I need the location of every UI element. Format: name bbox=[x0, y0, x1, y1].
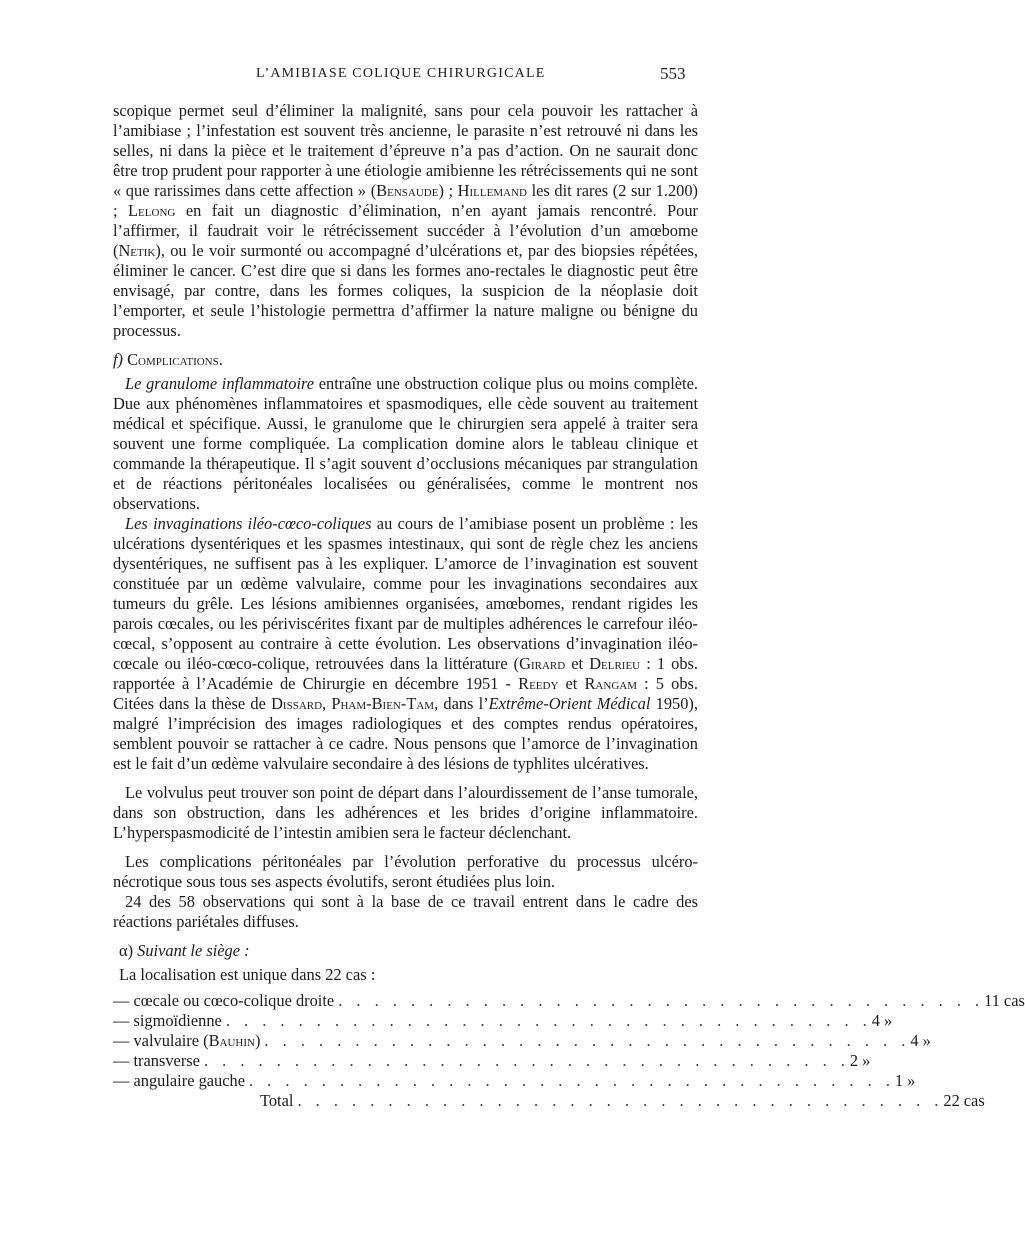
table-total-row bbox=[260, 1091, 985, 1111]
row-unit: » bbox=[907, 1071, 916, 1090]
row-value: 4 bbox=[910, 1031, 919, 1050]
table-row bbox=[113, 1031, 931, 1051]
dot-leader: . . . . . . . . . . . . . . . . . . . . . . . . . . . . . . . . . . . . bbox=[264, 1031, 911, 1050]
body-text bbox=[113, 101, 1025, 1111]
list-intro: La localisation est unique dans 22 cas : bbox=[119, 965, 376, 984]
table-row bbox=[113, 1071, 916, 1091]
dot-leader: . . . . . . . . . . . . . . . . . . . . . . . . . . . . . . . . . . . . bbox=[338, 991, 985, 1010]
section-letter: f) bbox=[113, 350, 124, 369]
paragraph-volvulus: Le volvulus peut trouver son point de départ dans l’alourdissement de l’anse tumorale, dans son obstruction, dans les adhérences et les brides d’origine inflammatoire. L’hyperspasmodicité de l’intestin amibien sera le facteur déclenchant. bbox=[113, 783, 698, 842]
author-name: Pham-Bien-Tam bbox=[331, 694, 435, 713]
table-row bbox=[113, 1011, 893, 1031]
author-name: Rangam bbox=[584, 674, 637, 693]
page-header bbox=[0, 66, 800, 88]
author-name: Girard bbox=[519, 654, 566, 673]
row-label: — angulaire gauche bbox=[113, 1071, 245, 1090]
row-unit: » bbox=[862, 1051, 871, 1070]
subsection-letter: α) bbox=[119, 941, 134, 960]
localisation-table bbox=[113, 991, 1025, 1111]
section-title: Complications. bbox=[127, 350, 223, 369]
row-value: 1 bbox=[894, 1071, 904, 1090]
paragraph-strictures: scopique permet seul d’éliminer la malignité, sans pour cela pouvoir les rattacher à l’amibiase ; l’infestation est souvent très ancienne, le parasite n’est retrouvé ni dans les selles, ni dans la pièce et le traitement d’épreuve n’a pas d’action. On ne saurait donc être trop prudent pour rapporter à une étiologie amibienne les rétrécissements qui ne sont « que rarissimes dans cette affection » (Bensaude) ; Hillemand les dit rares (2 sur 1.200) ; Lelong en fait un diagnostic d’élimination, n’en ayant jamais rencontré. Pour l’affirmer, il faudrait voir le rétrécissement succéder à l’évolution d’un amœbome (Netik), ou le voir surmonté ou accompagné d’ulcérations et, par des biopsies répétées, éliminer le cancer. C’est dire que si dans les formes ano-rectales le diagnostic peut être envisagé, par contre, dans les formes coliques, la suspicion de la néoplasie doit l’emporter, et seule l’histologie permettra d’affirmer la nature maligne ou bénigne du processus. bbox=[113, 101, 698, 340]
dot-leader: . . . . . . . . . . . . . . . . . . . . . . . . . . . . . . . . . . . . bbox=[297, 1091, 944, 1110]
dot-leader: . . . . . . . . . . . . . . . . . . . . . . . . . . . . . . . . . . . . bbox=[203, 1051, 850, 1070]
row-value: 4 bbox=[871, 1011, 880, 1030]
row-unit: » bbox=[922, 1031, 931, 1050]
row-label: — transverse bbox=[113, 1051, 200, 1070]
paragraph-peritoneal: Les complications péritonéales par l’évolution perforative du processus ulcéro-nécrotique sous tous ses aspects évolutifs, seront étudiées plus loin. bbox=[113, 852, 698, 891]
row-label: — sigmoïdienne bbox=[113, 1011, 222, 1030]
total-unit: cas bbox=[963, 1091, 985, 1110]
author-name: Bensaude bbox=[376, 181, 439, 200]
table-row bbox=[113, 991, 1025, 1011]
author-name: Bauhin bbox=[208, 1031, 255, 1050]
author-name: Lelong bbox=[128, 201, 176, 220]
running-title: L’AMIBIASE COLIQUE CHIRURGICALE bbox=[256, 66, 546, 81]
row-label: — valvulaire (Bauhin) bbox=[113, 1031, 261, 1050]
subsection-title: Suivant le siège : bbox=[137, 941, 250, 960]
paragraph-observations: 24 des 58 observations qui sont à la base de ce travail entrent dans le cadre des réactions pariétales diffuses. bbox=[113, 892, 698, 931]
total-value: 22 bbox=[943, 1091, 960, 1110]
table-row bbox=[113, 1051, 871, 1071]
page-number: 553 bbox=[660, 64, 686, 83]
row-label: — cœcale ou cœco-colique droite bbox=[113, 991, 335, 1010]
journal-title: Extrême-Orient Médical bbox=[488, 694, 651, 713]
dot-leader: . . . . . . . . . . . . . . . . . . . . . . . . . . . . . . . . . . . . bbox=[248, 1071, 895, 1090]
row-value: 11 bbox=[984, 991, 1000, 1010]
subsection-heading bbox=[113, 941, 698, 961]
row-unit: cas bbox=[1003, 991, 1025, 1010]
author-name: Hillemand bbox=[457, 181, 527, 200]
total-label: Total bbox=[260, 1091, 294, 1110]
author-name: Reedy bbox=[518, 674, 559, 693]
author-name: Netik bbox=[118, 241, 156, 260]
paragraph-granulome: Le granulome inflammatoire entraîne une obstruction colique plus ou moins complète. Due aux phénomènes inflammatoires et spasmodiques, elle cède souvent au traitement médical et spécifique. Aussi, le granulome que le chirurgien sera appelé à traiter sera souvent une forme compliquée. La complication domine alors le tableau clinique et commande la thérapeutique. Il s’agit souvent d’occlusions mécaniques par strangulation et de réactions péritonéales localisées ou généralisées, comme le montrent nos observations. bbox=[113, 374, 698, 513]
section-heading bbox=[113, 350, 698, 370]
dot-leader: . . . . . . . . . . . . . . . . . . . . . . . . . . . . . . . . . . . . bbox=[225, 1011, 872, 1030]
author-name: Dissard bbox=[271, 694, 323, 713]
paragraph-invaginations: Les invaginations iléo-cœco-coliques au cours de l’amibiase posent un problème : les ulcérations dysentériques et les spasmes intestinaux, qui sont de règle chez les anciens dysentériques, ne suffisent pas à les expliquer. L’amorce de l’invagination est souvent constituée par un œdème valvulaire, comme pour les invaginations secondaires aux tumeurs du grêle. Les lésions amibiennes organisées, amœbomes, rendant rigides les parois cœcales, ou les périviscérites fixant par de multiples adhérences le carrefour iléo-cœcal, s’opposent au contraire à cette évolution. Les observations d’invagination iléo-cœcale ou iléo-cœco-colique, retrouvées dans la littérature (Girard et Delrieu : 1 obs. rapportée à l’Académie de Chirurgie en décembre 1951 - Reedy et Rangam : 5 obs. Citées dans la thèse de Dissard, Pham-Bien-Tam, dans l’Extrême-Orient Médical 1950), malgré l’imprécision des images radiologiques et des comptes rendus opératoires, semblent pouvoir se rattacher à ce cadre. Nous pensons que l’amorce de l’invagination est le fait d’un œdème valvulaire secondaire à des lésions de typhlites ulcératives. bbox=[113, 514, 698, 773]
row-value: 2 bbox=[849, 1051, 859, 1070]
row-unit: » bbox=[883, 1011, 893, 1030]
author-name: Delrieu bbox=[589, 654, 641, 673]
